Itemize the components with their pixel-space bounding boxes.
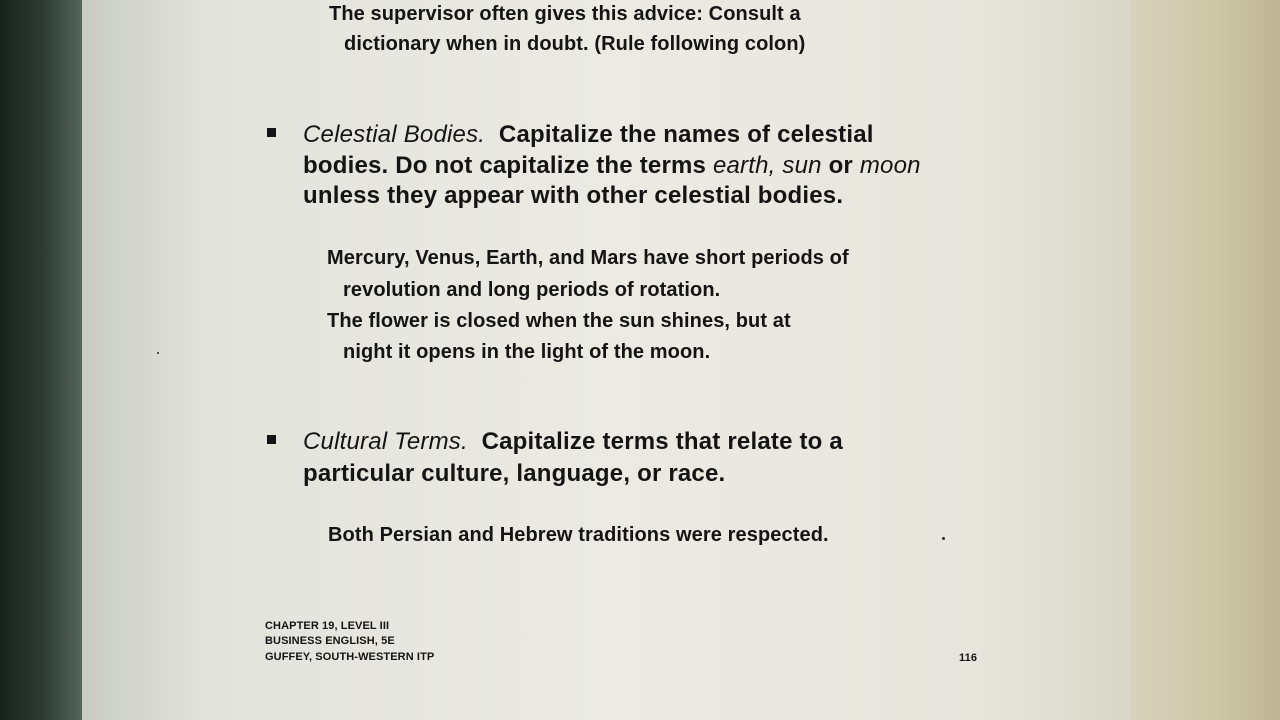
sun-term: sun [782, 152, 822, 179]
document-page [82, 0, 1130, 720]
dust-speck [942, 537, 945, 540]
cultural-rule-line2: particular culture, language, or race. [303, 460, 726, 487]
earth-term: earth, [712, 152, 776, 179]
celestial-rule-line1 [303, 121, 874, 149]
celestial-rule-text1: Capitalize the names of celestial [498, 121, 874, 148]
footer-chapter: CHAPTER 19, LEVEL III [265, 620, 390, 632]
dust-speck [157, 352, 159, 354]
intro-example-line1: The supervisor often gives this advice: Consult a [329, 3, 801, 25]
cultural-term: Cultural Terms. [303, 428, 468, 455]
cultural-example: Both Persian and Hebrew traditions were respected. [328, 524, 829, 546]
celestial-rule-text2: bodies. Do not capitalize the terms [303, 152, 713, 179]
or-word: or [821, 152, 860, 179]
celestial-example1-line1: Mercury, Venus, Earth, and Mars have short periods of [327, 247, 849, 269]
celestial-example1-line2: revolution and long periods of rotation. [343, 279, 721, 301]
celestial-example2-line2: night it opens in the light of the moon. [343, 341, 711, 363]
celestial-rule-line3: unless they appear with other celestial bodies. [303, 182, 844, 209]
intro-example-line2: dictionary when in doubt. (Rule following colon) [344, 33, 806, 55]
page-number: 116 [959, 652, 978, 664]
celestial-example2-line1: The flower is closed when the sun shines, but at [327, 310, 791, 332]
moon-term: moon [859, 152, 921, 179]
celestial-rule-line2 [303, 152, 921, 180]
cultural-rule-text1: Capitalize terms that relate to a [481, 428, 843, 455]
bullet-cultural [267, 435, 276, 444]
celestial-term: Celestial Bodies. [303, 121, 486, 148]
bullet-celestial [267, 128, 276, 137]
cultural-rule-line1 [303, 428, 843, 456]
footer-book-title: BUSINESS ENGLISH, 5E [265, 635, 395, 647]
background-left-shadow [0, 0, 82, 720]
background-right-edge [1130, 0, 1280, 720]
footer-author-publisher: GUFFEY, SOUTH-WESTERN ITP [265, 651, 435, 663]
